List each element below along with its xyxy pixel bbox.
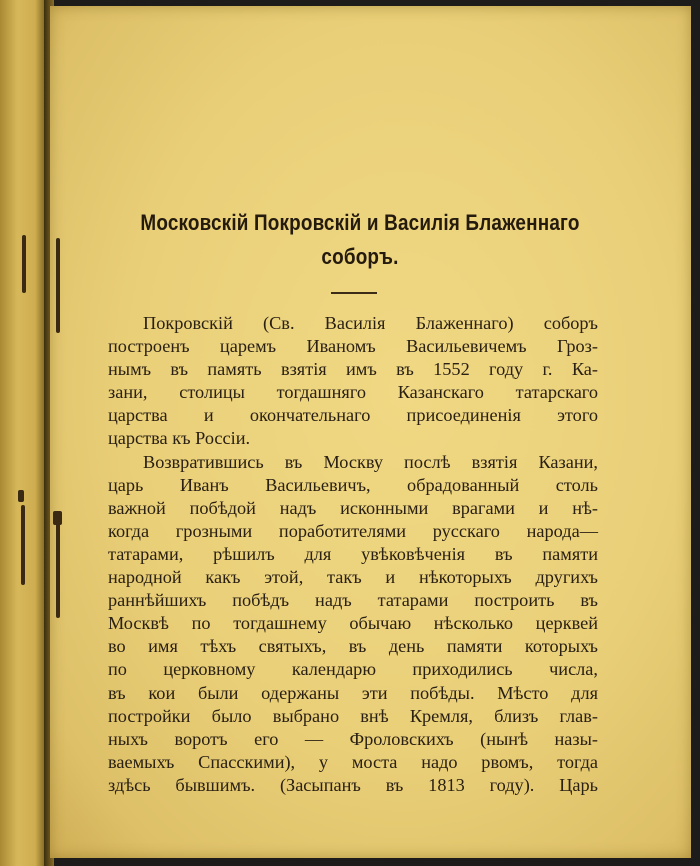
- body-text: [108, 312, 598, 797]
- text-line: зани, столицы тогдашняго Казанскаго татарскаго: [108, 382, 598, 403]
- text-line: ваемыхъ Спасскими), у моста надо рвомъ, тогда: [108, 751, 598, 772]
- text-line: когда грозными поработителями русскаго народа—: [108, 520, 598, 541]
- title-divider: [331, 292, 377, 294]
- text-line: Возвратившись въ Москву послѣ взятія Казани,: [143, 451, 598, 472]
- text-line: царства и окончательнаго присоединенія этого: [108, 405, 598, 426]
- text-line: татарами, рѣшилъ для увѣковѣченія въ памяти: [108, 543, 598, 564]
- text-line: Покровскій (Св. Василія Блаженнаго) соборъ: [143, 313, 598, 333]
- title-line: Московскій Покровскій и Василія Блаженнаго: [140, 210, 580, 235]
- binding-stitch-icon: [22, 235, 26, 293]
- text-line: построенъ царемъ Иваномъ Васильевичемъ Гроз-: [108, 336, 598, 357]
- text-line: въ кои были одержаны эти побѣды. Мѣсто для: [108, 682, 598, 703]
- chapter-title: [136, 206, 583, 274]
- text-line: здѣсь бывшимъ. (Засыпанъ въ 1813 году). Царь: [108, 774, 598, 795]
- text-line: народной какъ этой, такъ и нѣкоторыхъ другихъ: [108, 567, 598, 588]
- binding-stitch-icon: [21, 505, 25, 585]
- text-line: по церковному календарю приходились числа,: [108, 659, 598, 680]
- binding-stitch-icon: [56, 238, 60, 333]
- title-line: соборъ.: [321, 244, 399, 269]
- text-line: царь Иванъ Васильевичъ, обрадованный столь: [108, 474, 598, 495]
- facing-page-edge: [0, 0, 46, 866]
- text-line: Москвѣ по тогдашнему обычаю нѣсколько церквей: [108, 613, 598, 634]
- text-line: ныхъ воротъ его — Фроловскихъ (нынѣ назы-: [108, 728, 598, 749]
- text-line: важной побѣдой надъ исконными врагами и нѣ-: [108, 497, 598, 518]
- binding-stitch-icon: [18, 490, 24, 502]
- text-line: во имя тѣхъ святыхъ, въ день памяти которыхъ: [108, 636, 598, 657]
- text-line: царства къ Россіи.: [108, 428, 251, 449]
- text-line: раннѣйшихъ побѣдъ надъ татарами построить въ: [108, 590, 598, 611]
- text-line: постройки было выбрано внѣ Кремля, близъ глав-: [108, 705, 598, 726]
- binding-stitch-icon: [56, 518, 60, 618]
- text-line: нымъ въ память взятія имъ въ 1552 году г. Ка-: [108, 359, 598, 380]
- binding-stitch-icon: [53, 511, 62, 525]
